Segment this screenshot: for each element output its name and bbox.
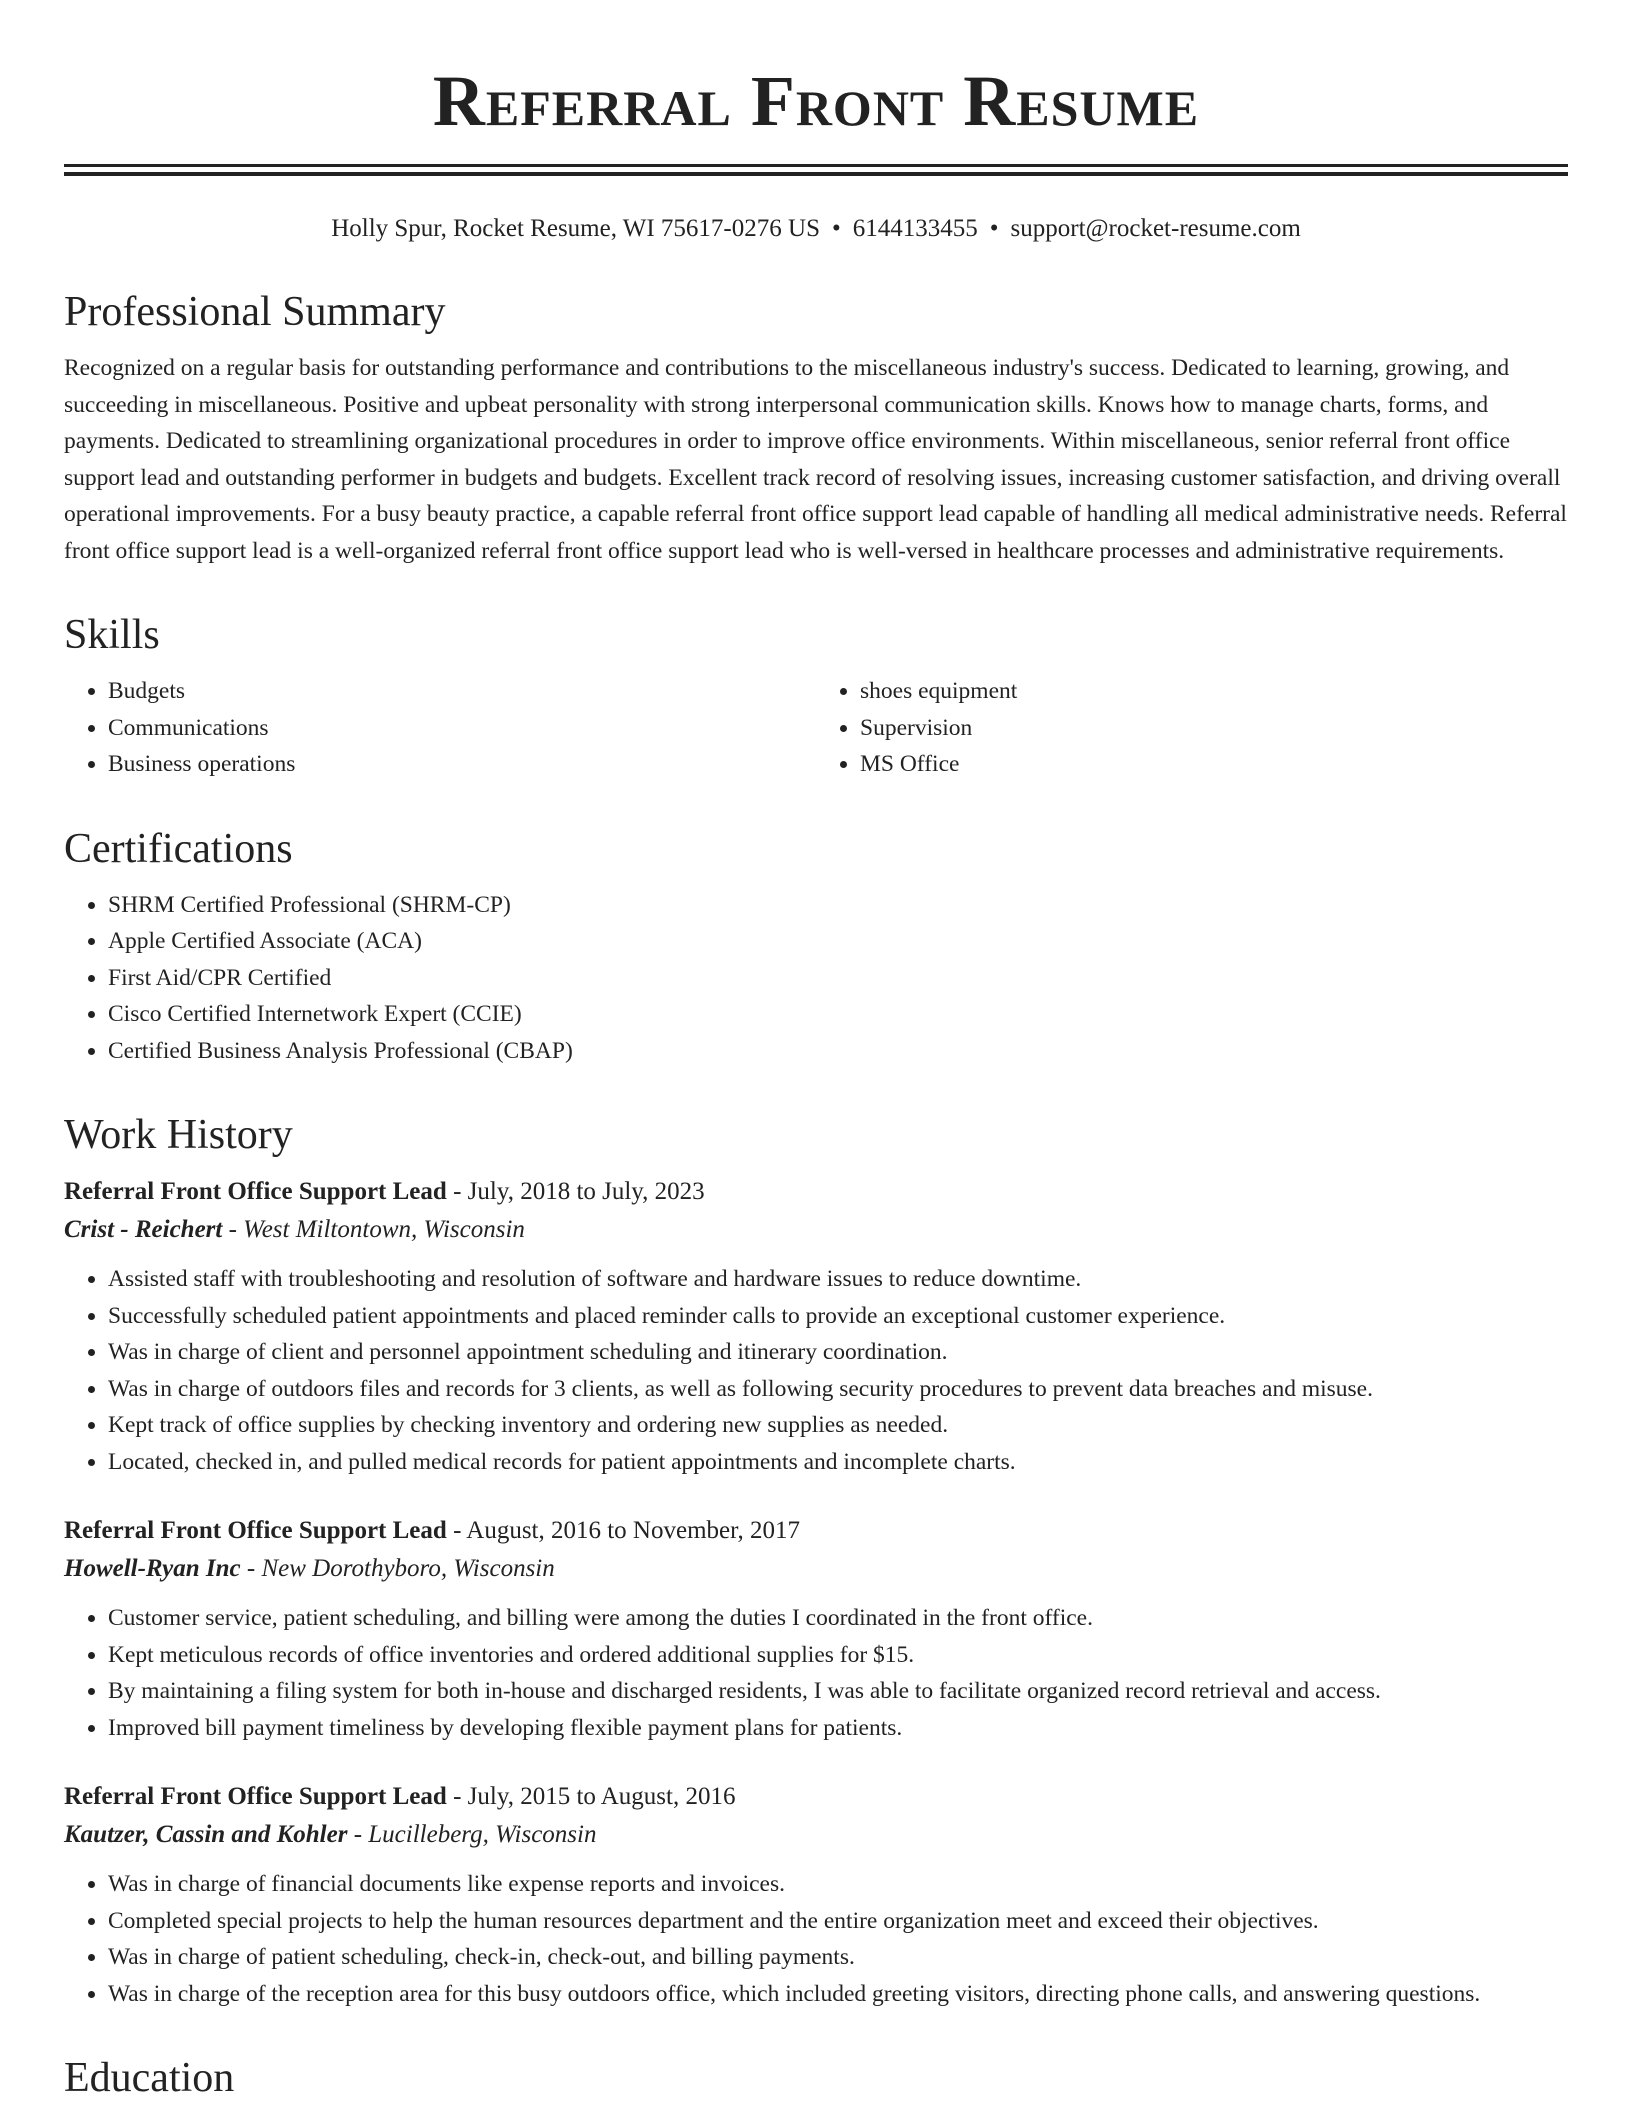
certification-item: • Cisco Certified Internetwork Expert (CCIE) xyxy=(108,996,1568,1033)
skill-item: • Communications xyxy=(108,710,816,747)
job-location: - West Miltontown, Wisconsin xyxy=(222,1216,525,1243)
job-entry xyxy=(64,1173,1568,1480)
job-title: Referral Front Office Support Lead xyxy=(64,1783,447,1810)
certifications-section xyxy=(64,823,1568,1070)
job-company-line xyxy=(64,1816,1568,1854)
contact-line xyxy=(64,212,1568,246)
summary-section xyxy=(64,286,1568,569)
contact-email: support@rocket-resume.com xyxy=(1010,215,1301,242)
skill-item: • Business operations xyxy=(108,746,816,783)
job-company-line xyxy=(64,1211,1568,1249)
certifications-list xyxy=(64,887,1568,1070)
skills-grid xyxy=(64,673,1568,783)
job-bullets xyxy=(64,1261,1568,1480)
summary-heading: Professional Summary xyxy=(64,289,446,335)
title-divider-top xyxy=(64,164,1568,167)
job-bullets xyxy=(64,1600,1568,1746)
job-header xyxy=(64,1512,1568,1550)
summary-text: Recognized on a regular basis for outstanding performance and contributions to the miscellaneous industry's success. Dedicated to learning, growing, and succeeding in miscellaneous. Positive and upbeat personality with strong interpersonal communication skills. Knows how to manage charts, forms, and payments. Dedicated to streamlining organizational procedures in order to improve office environments. Within miscellaneous, senior referral front office support lead and outstanding performer in budgets and budgets. Excellent track record of resolving issues, increasing customer satisfaction, and driving overall operational improvements. For a busy beauty practice, a capable referral front office support lead capable of handling all medical administrative needs. Referral front office support lead is a well-organized referral front office support lead who is well-versed in healthcare processes and administrative requirements. xyxy=(64,355,1567,564)
skill-item: • MS Office xyxy=(860,746,1568,783)
job-title: Referral Front Office Support Lead xyxy=(64,1178,447,1205)
job-bullets xyxy=(64,1866,1568,2012)
skills-heading: Skills xyxy=(64,612,160,658)
work-history-section xyxy=(64,1109,1568,2012)
contact-separator: • xyxy=(989,215,999,242)
job-dates: - July, 2015 to August, 2016 xyxy=(446,1783,736,1810)
education-heading: Education xyxy=(64,2055,235,2101)
skills-list-left xyxy=(64,673,816,783)
job-bullet: • Kept track of office supplies by checking inventory and ordering new supplies as needed. xyxy=(108,1407,1568,1444)
job-company: Crist - Reichert xyxy=(64,1216,223,1243)
job-bullet: • Assisted staff with troubleshooting and resolution of software and hardware issues to reduce downtime. xyxy=(108,1261,1568,1298)
job-company: Kautzer, Cassin and Kohler xyxy=(64,1821,348,1848)
education-section xyxy=(64,2052,1568,2104)
job-header xyxy=(64,1173,1568,1211)
skill-item: • Budgets xyxy=(108,673,816,710)
resume-page xyxy=(64,0,1568,2116)
work-history-heading: Work History xyxy=(64,1112,293,1158)
job-company: Howell-Ryan Inc xyxy=(64,1555,241,1582)
job-dates: - August, 2016 to November, 2017 xyxy=(446,1517,800,1544)
skills-section xyxy=(64,609,1568,783)
job-location: - New Dorothyboro, Wisconsin xyxy=(240,1555,555,1582)
job-entry xyxy=(64,1778,1568,2012)
job-bullet: • Successfully scheduled patient appointments and placed reminder calls to provide an exceptional customer experience. xyxy=(108,1298,1568,1335)
skills-list-right xyxy=(816,673,1568,783)
job-bullet: • Was in charge of patient scheduling, check-in, check-out, and billing payments. xyxy=(108,1939,1568,1976)
certifications-heading: Certifications xyxy=(64,825,293,872)
skill-item: • shoes equipment xyxy=(860,673,1568,710)
job-bullet: • Was in charge of the reception area for this busy outdoors office, which included greeting visitors, directing phone calls, and answering questions. xyxy=(108,1976,1568,2013)
job-company-line xyxy=(64,1550,1568,1588)
job-bullet: • Located, checked in, and pulled medical records for patient appointments and incomplete charts. xyxy=(108,1444,1568,1481)
job-bullet: • Was in charge of client and personnel appointment scheduling and itinerary coordination. xyxy=(108,1334,1568,1371)
job-bullet: • Customer service, patient scheduling, and billing were among the duties I coordinated in the front office. xyxy=(108,1600,1568,1637)
contact-phone: 6144133455 xyxy=(852,215,978,242)
title-divider-bottom xyxy=(64,172,1568,176)
certification-item: • First Aid/CPR Certified xyxy=(108,960,1568,997)
job-bullet: • Was in charge of financial documents like expense reports and invoices. xyxy=(108,1866,1568,1903)
job-bullet: • Kept meticulous records of office inventories and ordered additional supplies for $15. xyxy=(108,1637,1568,1674)
job-location: - Lucilleberg, Wisconsin xyxy=(347,1821,597,1848)
job-title: Referral Front Office Support Lead xyxy=(64,1517,447,1544)
job-bullet: • Improved bill payment timeliness by developing flexible payment plans for patients. xyxy=(108,1710,1568,1747)
contact-separator: • xyxy=(831,215,841,242)
job-bullet: • Completed special projects to help the human resources department and the entire organization meet and exceed their objectives. xyxy=(108,1903,1568,1940)
certification-item: • Certified Business Analysis Professional (CBAP) xyxy=(108,1033,1568,1070)
job-bullet: • By maintaining a filing system for both in-house and discharged residents, I was able to facilitate organized record retrieval and access. xyxy=(108,1673,1568,1710)
job-dates: - July, 2018 to July, 2023 xyxy=(446,1178,705,1205)
certification-item: • SHRM Certified Professional (SHRM-CP) xyxy=(108,887,1568,924)
resume-title: Referral Front Resume xyxy=(432,61,1200,141)
job-bullet: • Was in charge of outdoors files and records for 3 clients, as well as following security procedures to prevent data breaches and misuse. xyxy=(108,1371,1568,1408)
contact-address: Holly Spur, Rocket Resume, WI 75617-0276 US xyxy=(331,215,820,242)
job-header xyxy=(64,1778,1568,1816)
skill-item: • Supervision xyxy=(860,710,1568,747)
certification-item: • Apple Certified Associate (ACA) xyxy=(108,923,1568,960)
job-entry xyxy=(64,1512,1568,1746)
